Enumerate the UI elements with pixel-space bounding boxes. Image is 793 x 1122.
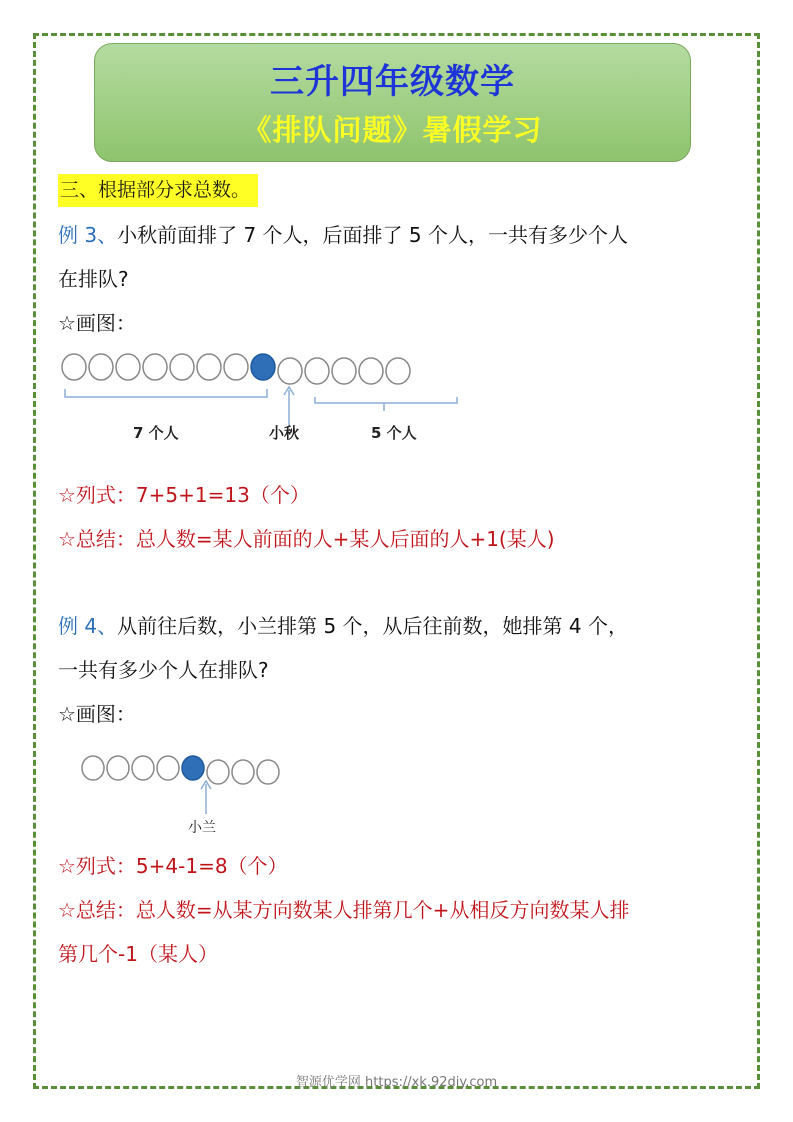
title-banner	[94, 43, 691, 162]
back-count-label: 5 个人	[371, 424, 417, 442]
example4-question-text: 从前往后数，小兰排第 5 个，从后往前数，她排第 4 个，	[117, 614, 628, 638]
person-circle	[107, 756, 129, 780]
example3-draw-label: ☆画图：	[58, 311, 136, 335]
example3-queue-diagram	[55, 345, 475, 450]
target-person-label: 小兰	[188, 820, 216, 836]
person-circle	[305, 358, 329, 384]
section-heading: 三、根据部分求总数。	[58, 174, 258, 207]
example4-formula: ☆列式：5+4-1=8（个）	[58, 854, 288, 878]
example4-question-line1	[58, 611, 628, 641]
target-person-label: 小秋	[269, 424, 300, 442]
person-circle	[207, 760, 229, 784]
person-circle	[143, 354, 167, 380]
person-circle	[197, 354, 221, 380]
example3-label: 例 3、	[58, 223, 118, 247]
front-group-brace	[65, 389, 267, 397]
example4-question-line2: 一共有多少个人在排队?	[58, 658, 269, 682]
example3-question-text: 小秋前面排了 7 个人，后面排了 5 个人，一共有多少个人	[117, 223, 628, 247]
example4-summary-line2: 第几个-1（某人）	[58, 942, 218, 966]
page-subtitle: 《排队问题》暑假学习	[242, 113, 543, 147]
example3-question-line1	[58, 220, 628, 250]
person-circle	[332, 358, 356, 384]
target-person-circle	[251, 354, 275, 380]
person-circle	[82, 756, 104, 780]
person-circle	[386, 358, 410, 384]
example3-formula: ☆列式：7+5+1=13（个）	[58, 483, 310, 507]
example4-label: 例 4、	[58, 614, 118, 638]
person-circle	[232, 760, 254, 784]
front-count-label: 7 个人	[133, 424, 179, 442]
person-circle	[157, 756, 179, 780]
person-circle	[62, 354, 86, 380]
target-person-circle	[182, 756, 204, 780]
person-circle	[359, 358, 383, 384]
example4-queue-diagram	[75, 748, 315, 840]
back-group-brace	[315, 397, 457, 403]
person-circle	[132, 756, 154, 780]
person-circle	[257, 760, 279, 784]
person-circle	[170, 354, 194, 380]
person-circle	[224, 354, 248, 380]
page-title: 三升四年级数学	[270, 62, 515, 102]
example3-question-line2: 在排队?	[58, 267, 129, 291]
footer-watermark: 智源优学网 https://xk.92diy.com	[295, 1075, 498, 1090]
person-circle	[89, 354, 113, 380]
person-circle	[116, 354, 140, 380]
example4-summary-line1: ☆总结：总人数=从某方向数某人排第几个+从相反方向数某人排	[58, 898, 630, 922]
example4-draw-label: ☆画图：	[58, 702, 136, 726]
example3-summary: ☆总结：总人数=某人前面的人+某人后面的人+1(某人)	[58, 527, 555, 551]
person-circle	[278, 358, 302, 384]
